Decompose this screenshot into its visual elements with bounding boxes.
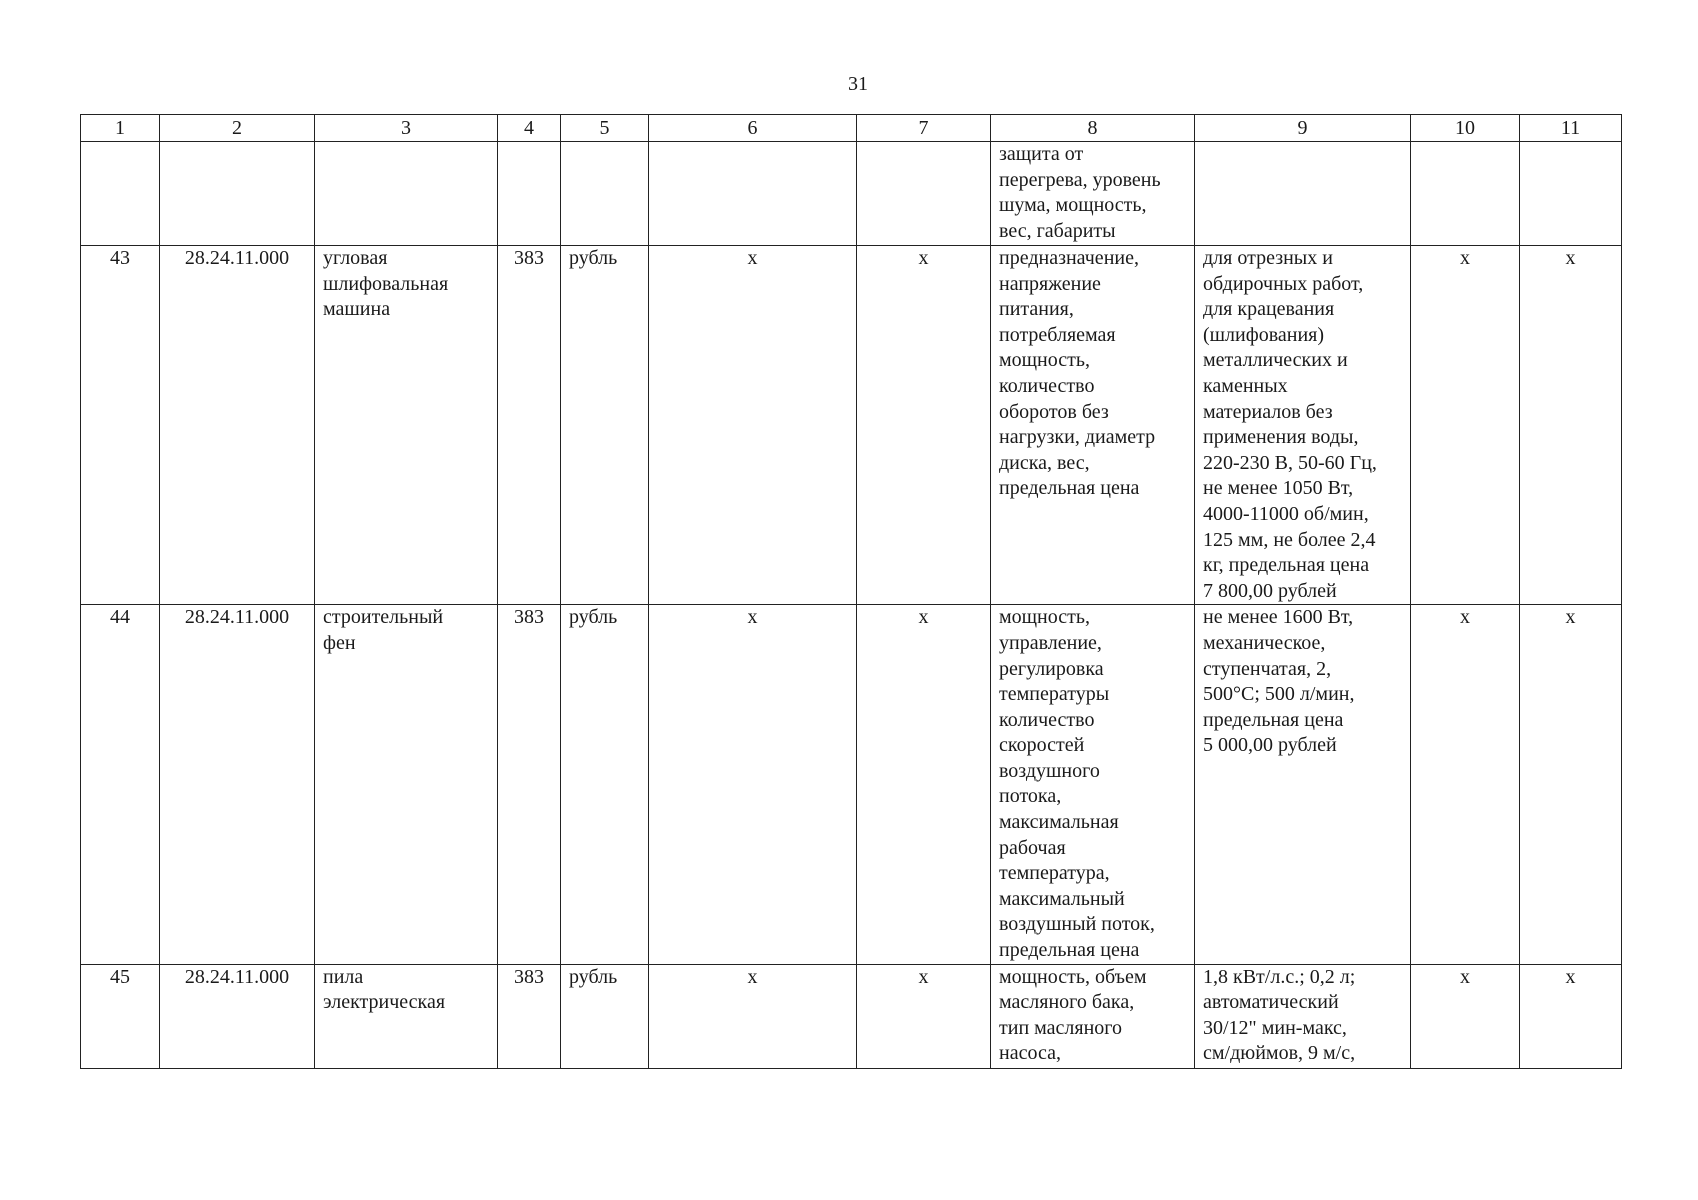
table-cell-x: x [1411,246,1520,605]
item-name: пила электрическая [315,964,498,1068]
table-cell [1520,142,1622,246]
column-header-4: 4 [498,115,561,142]
table-cell-x: x [1411,605,1520,964]
column-header-8: 8 [991,115,1195,142]
unit-name: рубль [561,246,649,605]
unit-name: рубль [561,605,649,964]
column-header-10: 10 [1411,115,1520,142]
table-cell [81,142,160,246]
table-cell-x: x [649,605,857,964]
table-cell [649,142,857,246]
row-number: 45 [81,964,160,1068]
table-cell [160,142,315,246]
item-name: угловая шлифовальная машина [315,246,498,605]
table-cell-x: x [857,605,991,964]
table-row [81,246,1622,605]
table-cell [315,142,498,246]
characteristic-values: не менее 1600 Вт, механическое, ступенчатая, 2, 500°С; 500 л/мин, предельная цена 5 000,00 рублей [1195,605,1411,964]
characteristic-values: для отрезных и обдирочных работ, для крацевания (шлифования) металлических и каменных материалов без применения воды, 220-230 В, 50-60 Гц, не менее 1050 Вт, 4000-11000 об/мин, 125 мм, не более 2,4 кг, предельная цена 7 800,00 рублей [1195,246,1411,605]
table-cell-x: x [649,246,857,605]
column-header-6: 6 [649,115,857,142]
unit-name: рубль [561,964,649,1068]
table-cell [561,142,649,246]
row-number: 44 [81,605,160,964]
item-name: строительный фен [315,605,498,964]
characteristics: предназначение, напряжение питания, потребляемая мощность, количество оборотов без нагрузки, диаметр диска, вес, предельная цена [991,246,1195,605]
characteristics: мощность, объем масляного бака, тип масляного насоса, [991,964,1195,1068]
okpd2-code: 28.24.11.000 [160,246,315,605]
okei-code: 383 [498,964,561,1068]
column-header-3: 3 [315,115,498,142]
page-number: 31 [848,73,868,95]
table-cell-x: x [857,246,991,605]
okpd2-code: 28.24.11.000 [160,605,315,964]
characteristics: мощность, управление, регулировка температуры количество скоростей воздушного потока, максимальная рабочая температура, максимальный воздушный поток, предельная цена [991,605,1195,964]
table-cell [857,142,991,246]
table-cell-characteristics [991,142,1195,246]
table-row-continuation [81,142,1622,246]
characteristics-text: защита от перегрева, уровень шума, мощность, вес, габариты [999,143,1161,242]
table-row [81,605,1622,964]
okei-code: 383 [498,246,561,605]
column-header-11: 11 [1520,115,1622,142]
row-number: 43 [81,246,160,605]
table-cell-x: x [1520,964,1622,1068]
table-cell [1411,142,1520,246]
table-cell-x: x [1520,246,1622,605]
table-cell [498,142,561,246]
okei-code: 383 [498,605,561,964]
table-cell-x: x [1520,605,1622,964]
table-cell-x: x [857,964,991,1068]
column-header-2: 2 [160,115,315,142]
column-header-7: 7 [857,115,991,142]
specification-table [80,114,1622,1069]
column-header-1: 1 [81,115,160,142]
okpd2-code: 28.24.11.000 [160,964,315,1068]
characteristic-values: 1,8 кВт/л.с.; 0,2 л; автоматический 30/12" мин-макс, см/дюймов, 9 м/с, [1195,964,1411,1068]
table-row [81,964,1622,1068]
table-cell-x: x [1411,964,1520,1068]
column-number-row [81,115,1622,142]
column-header-9: 9 [1195,115,1411,142]
column-header-5: 5 [561,115,649,142]
table-cell-x: x [649,964,857,1068]
table-cell [1195,142,1411,246]
